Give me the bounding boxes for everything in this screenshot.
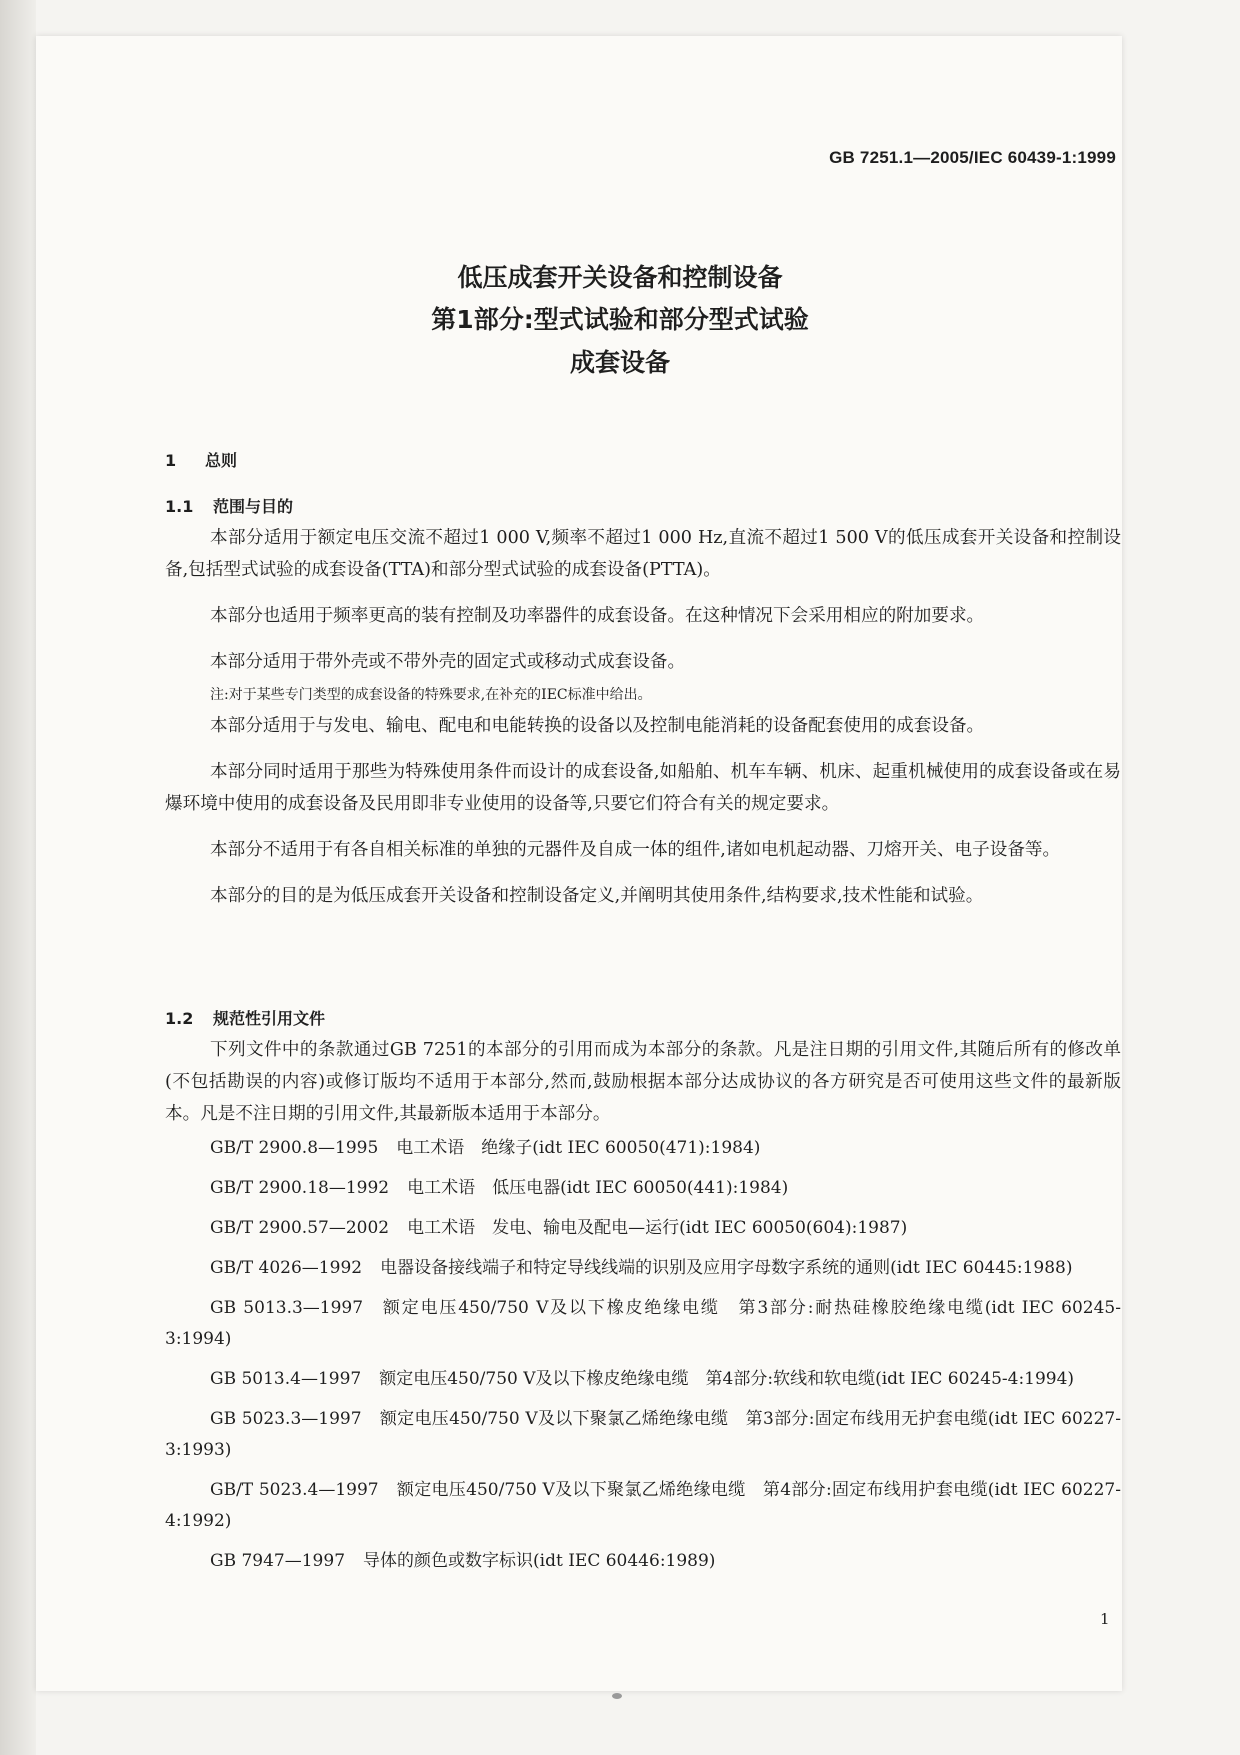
reference-code: GB/T 2900.8—1995 (210, 1138, 379, 1158)
section-1-2-heading (165, 1006, 325, 1029)
paragraph: 本部分适用于带外壳或不带外壳的固定式或移动式成套设备。 (210, 652, 686, 672)
paragraph: 本部分的目的是为低压成套开关设备和控制设备定义,并阐明其使用条件,结构要求,技术性能和试验。 (210, 886, 984, 906)
document-title-line-3: 成套设备 (569, 348, 670, 377)
paragraph: 下列文件中的条款通过GB 7251的本部分的引用而成为本部分的条款。凡是注日期的引用文件,其随后所有的修改单(不包括勘误的内容)或修订版均不适用于本部分,然而,鼓励根据本部分达成协议的各方研究是否可使用这些文件的最新版本。凡是不注日期的引用文件,其最新版本适用于本部分。 (165, 1040, 1121, 1124)
section-number: 1 (165, 451, 177, 470)
reference-text: 电器设备接线端子和特定导线线端的识别及应用字母数字系统的通则(idt IEC 60445:1988) (380, 1258, 1073, 1278)
reference-item (165, 1293, 1121, 1355)
paragraph: 本部分适用于额定电压交流不超过1 000 V,频率不超过1 000 Hz,直流不超过1 500 V的低压成套开关设备和控制设备,包括型式试验的成套设备(TTA)和部分型式试验的成套设备(PTTA)。 (165, 528, 1122, 580)
reference-list (165, 1133, 1121, 1586)
note: 注:对于某些专门类型的成套设备的特殊要求,在补充的IEC标准中给出。 (210, 687, 652, 703)
reference-item (165, 1133, 1121, 1164)
scan-speck (612, 1693, 622, 1699)
reference-text: 额定电压450/750 V及以下橡皮绝缘电缆 第3部分:耐热硅橡胶绝缘电缆(idt IEC 60245-3:1994) (165, 1298, 1121, 1349)
reference-text: 电工术语 发电、输电及配电—运行(idt IEC 60050(604):1987) (407, 1218, 908, 1238)
document-title-line-1: 低压成套开关设备和控制设备 (457, 263, 783, 292)
reference-code: GB 7947—1997 (210, 1551, 346, 1571)
paragraph: 本部分也适用于频率更高的装有控制及功率器件的成套设备。在这种情况下会采用相应的附加要求。 (210, 606, 985, 626)
document-title-line-2: 第1部分:型式试验和部分型式试验 (431, 305, 809, 334)
reference-text: 额定电压450/750 V及以下聚氯乙烯绝缘电缆 第4部分:固定布线用护套电缆(idt IEC 60227-4:1992) (165, 1480, 1121, 1531)
reference-item (165, 1404, 1121, 1466)
section-number: 1.1 (165, 497, 194, 516)
section-title: 规范性引用文件 (213, 1009, 326, 1028)
reference-text: 电工术语 低压电器(idt IEC 60050(441):1984) (407, 1178, 789, 1198)
reference-text: 导体的颜色或数字标识(idt IEC 60446:1989) (363, 1551, 716, 1571)
reference-code: GB/T 5023.4—1997 (210, 1480, 379, 1500)
reference-item (165, 1546, 1121, 1577)
reference-item (165, 1475, 1121, 1537)
reference-text: 额定电压450/750 V及以下橡皮绝缘电缆 第4部分:软线和软电缆(idt IEC 60245-4:1994) (379, 1369, 1075, 1389)
reference-code: GB 5013.3—1997 (210, 1298, 364, 1318)
section-1-heading (165, 448, 237, 471)
reference-item (165, 1364, 1121, 1395)
section-title: 范围与目的 (213, 497, 294, 516)
section-title: 总则 (205, 451, 238, 470)
section-number: 1.2 (165, 1009, 194, 1028)
paragraph: 本部分同时适用于那些为特殊使用条件而设计的成套设备,如船舶、机车车辆、机床、起重机械使用的成套设备或在易爆环境中使用的成套设备及民用即非专业使用的设备等,只要它们符合有关的规定要求。 (165, 762, 1121, 814)
reference-item (165, 1173, 1121, 1204)
section-1-2-intro (165, 1034, 1121, 1130)
section-1-1-heading (165, 494, 293, 517)
paragraph: 本部分不适用于有各自相关标准的单独的元器件及自成一体的组件,诸如电机起动器、刀熔开关、电子设备等。 (210, 840, 1061, 860)
standard-code: GB 7251.1—2005/IEC 60439-1:1999 (829, 148, 1116, 167)
reference-code: GB 5023.3—1997 (210, 1409, 362, 1429)
reference-code: GB/T 2900.18—1992 (210, 1178, 390, 1198)
reference-code: GB 5013.4—1997 (210, 1369, 362, 1389)
reference-item (165, 1253, 1121, 1284)
reference-item (165, 1213, 1121, 1244)
reference-text: 电工术语 绝缘子(idt IEC 60050(471):1984) (396, 1138, 761, 1158)
paragraph: 本部分适用于与发电、输电、配电和电能转换的设备以及控制电能消耗的设备配套使用的成套设备。 (210, 716, 985, 736)
page-number: 1 (1100, 1610, 1110, 1628)
section-1-1-body (165, 522, 1121, 912)
reference-text: 额定电压450/750 V及以下聚氯乙烯绝缘电缆 第3部分:固定布线用无护套电缆(idt IEC 60227-3:1993) (165, 1409, 1121, 1460)
reference-code: GB/T 4026—1992 (210, 1258, 363, 1278)
reference-code: GB/T 2900.57—2002 (210, 1218, 390, 1238)
